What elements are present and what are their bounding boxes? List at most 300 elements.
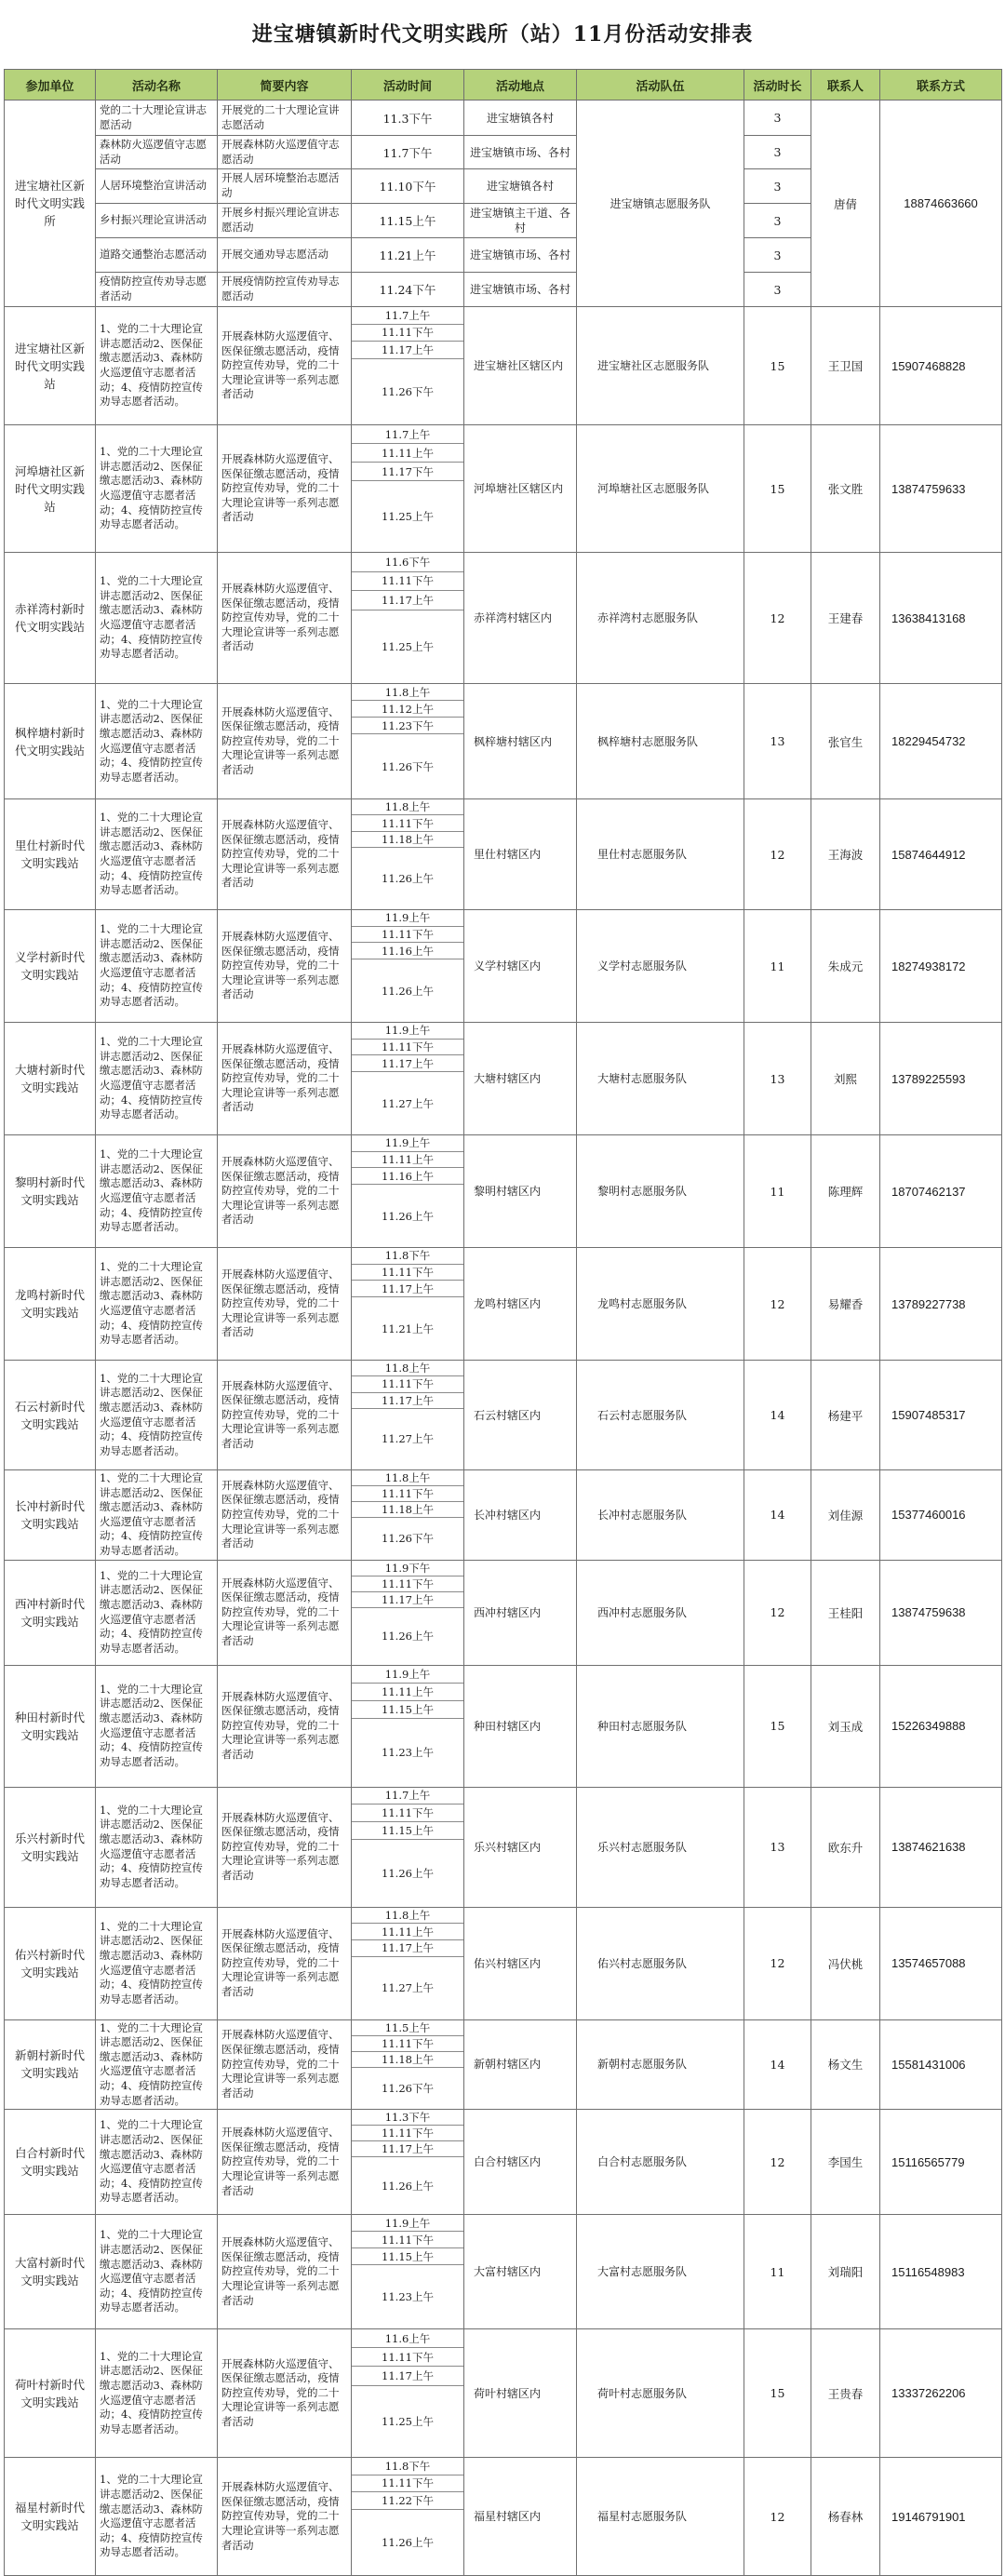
activity-location-cell: 河埠塘社区辖区内 [464, 425, 577, 553]
activity-location-cell: 福星村辖区内 [464, 2458, 577, 2576]
activity-location-cell: 荷叶村辖区内 [464, 2329, 577, 2458]
time-slot: 11.8上午 [352, 1361, 463, 1376]
page-title: 进宝塘镇新时代文明实践所（站）11月份活动安排表 [251, 22, 754, 47]
time-slot: 11.25上午 [382, 2414, 434, 2428]
time-slot: 11.11下午 [352, 2232, 463, 2248]
phone-cell: 18874663660 [880, 101, 1002, 307]
activity-content-cell: 开展乡村振兴理论宣讲志愿活动 [218, 204, 352, 238]
header-cell: 活动时间 [352, 70, 464, 101]
activity-name-cell: 1、党的二十大理论宣讲志愿活动2、医保征缴志愿活动3、森林防火巡逻值守志愿者活动；4、疫情防控宣传劝导志愿者活动。 [96, 684, 218, 799]
activity-time-cell [352, 553, 464, 684]
unit-cell: 河埠塘社区新时代文明实践站 [5, 425, 96, 553]
activity-content-cell: 开展森林防火巡逻值守、医保征缴志愿活动，疫情防控宣传劝导，党的二十大理论宣讲等一系列志愿者活动 [218, 2019, 352, 2110]
time-slot: 11.11上午 [352, 444, 463, 463]
activity-time-cell: 11.10下午 [352, 169, 464, 204]
activity-time-cell [352, 1907, 464, 2019]
activity-name-cell: 1、党的二十大理论宣讲志愿活动2、医保征缴志愿活动3、森林防火巡逻值守志愿者活动；4、疫情防控宣传劝导志愿者活动。 [96, 1470, 218, 1561]
activity-team-cell: 枫梓塘村志愿服务队 [577, 684, 744, 799]
duration-cell: 15 [744, 307, 811, 425]
time-slot: 11.8上午 [352, 684, 463, 701]
table-row [5, 425, 1002, 553]
time-slot: 11.17上午 [352, 1592, 463, 1608]
time-slot: 11.17上午 [352, 342, 463, 359]
duration-cell: 14 [744, 1470, 811, 1561]
phone-cell: 18229454732 [880, 684, 1002, 799]
contact-person-cell: 唐倩 [811, 101, 880, 307]
contact-person-cell: 张官生 [811, 684, 880, 799]
table-row [5, 1470, 1002, 1561]
duration-cell: 13 [744, 1023, 811, 1135]
activity-content-cell: 开展森林防火巡逻值守、医保征缴志愿活动，疫情防控宣传劝导，党的二十大理论宣讲等一系列志愿者活动 [218, 1907, 352, 2019]
activity-location-cell: 进宝塘镇主干道、各村 [464, 204, 577, 238]
contact-person-cell: 刘瑞阳 [811, 2215, 880, 2329]
time-slot: 11.11下午 [352, 1265, 463, 1281]
time-slot: 11.11下午 [352, 2348, 463, 2367]
activity-name-cell: 1、党的二十大理论宣讲志愿活动2、医保征缴志愿活动3、森林防火巡逻值守志愿者活动；4、疫情防控宣传劝导志愿者活动。 [96, 1907, 218, 2019]
time-slot: 11.26上午 [382, 984, 434, 998]
phone-cell: 15581431006 [880, 2019, 1002, 2110]
activity-team-cell [577, 101, 744, 307]
activity-content-cell: 开展森林防火巡逻值守、医保征缴志愿活动，疫情防控宣传劝导，党的二十大理论宣讲等一系列志愿者活动 [218, 1470, 352, 1561]
header-row [5, 70, 1002, 101]
activity-name-cell: 1、党的二十大理论宣讲志愿活动2、医保征缴志愿活动3、森林防火巡逻值守志愿者活动；4、疫情防控宣传劝导志愿者活动。 [96, 910, 218, 1023]
time-slot: 11.22下午 [352, 2492, 463, 2510]
activity-content-cell: 开展党的二十大理论宣讲志愿活动 [218, 101, 352, 136]
activity-time-cell [352, 2019, 464, 2110]
table-row [5, 684, 1002, 799]
unit-cell: 大富村新时代文明实践站 [5, 2215, 96, 2329]
time-slot: 11.11下午 [352, 2475, 463, 2493]
phone-cell: 13874759633 [880, 425, 1002, 553]
activity-name-cell: 1、党的二十大理论宣讲志愿活动2、医保征缴志愿活动3、森林防火巡逻值守志愿者活动；4、疫情防控宣传劝导志愿者活动。 [96, 2215, 218, 2329]
duration-cell: 12 [744, 2458, 811, 2576]
time-slot: 11.8上午 [352, 1470, 463, 1486]
activity-time-cell: 11.3下午 [352, 101, 464, 136]
phone-cell: 15116548983 [880, 2215, 1002, 2329]
activity-team-cell: 白合村志愿服务队 [577, 2110, 744, 2215]
time-slot: 11.9上午 [352, 1135, 463, 1152]
contact-person-cell: 冯伏桃 [811, 1907, 880, 2019]
duration-cell: 14 [744, 1361, 811, 1470]
unit-cell: 赤祥湾村新时代文明实践站 [5, 553, 96, 684]
time-slot: 11.11下午 [352, 1576, 463, 1592]
activity-content-cell: 开展森林防火巡逻值守、医保征缴志愿活动，疫情防控宣传劝导，党的二十大理论宣讲等一系列志愿者活动 [218, 1023, 352, 1135]
contact-person-cell: 王桂阳 [811, 1560, 880, 1665]
table-row [5, 1787, 1002, 1907]
phone-cell: 15377460016 [880, 1470, 1002, 1561]
unit-cell: 荷叶村新时代文明实践站 [5, 2329, 96, 2458]
activity-time-cell [352, 425, 464, 553]
activity-content-cell: 开展森林防火巡逻值守、医保征缴志愿活动，疫情防控宣传劝导，党的二十大理论宣讲等一系列志愿者活动 [218, 1361, 352, 1470]
duration-cell: 15 [744, 2329, 811, 2458]
time-slot-list [352, 1561, 463, 1665]
time-slot-list [352, 307, 463, 424]
time-slot-list [352, 1908, 463, 2019]
activity-location-cell: 进宝塘社区辖区内 [464, 307, 577, 425]
contact-person-cell: 刘佳源 [811, 1470, 880, 1561]
unit-cell: 石云村新时代文明实践站 [5, 1361, 96, 1470]
unit-cell: 佑兴村新时代文明实践站 [5, 1907, 96, 2019]
time-slot: 11.25上午 [382, 510, 434, 523]
activity-time-cell: 11.21上午 [352, 238, 464, 273]
table-row [5, 2019, 1002, 2110]
header-cell: 简要内容 [218, 70, 352, 101]
activity-content-cell: 开展森林防火巡逻值守、医保征缴志愿活动，疫情防控宣传劝导，党的二十大理论宣讲等一系列志愿者活动 [218, 307, 352, 425]
time-slot: 11.26上午 [382, 1209, 434, 1223]
time-slot: 11.17上午 [352, 1055, 463, 1072]
time-slot: 11.16上午 [352, 943, 463, 959]
time-slot: 11.12上午 [352, 701, 463, 718]
phone-cell: 13574657088 [880, 1907, 1002, 2019]
time-slot: 11.7上午 [352, 1788, 463, 1805]
activity-team-cell: 荷叶村志愿服务队 [577, 2329, 744, 2458]
activity-name-cell: 道路交通整治志愿活动 [96, 238, 218, 273]
activity-team-cell: 新朝村志愿服务队 [577, 2019, 744, 2110]
table-row [5, 1135, 1002, 1248]
time-slot: 11.11上午 [352, 1684, 463, 1701]
duration-cell: 12 [744, 1907, 811, 2019]
unit-cell: 枫梓塘村新时代文明实践站 [5, 684, 96, 799]
activity-team-cell: 乐兴村志愿服务队 [577, 1787, 744, 1907]
time-slot: 11.18上午 [352, 1502, 463, 1518]
unit-cell: 白合村新时代文明实践站 [5, 2110, 96, 2215]
time-slot: 11.17上午 [352, 591, 463, 610]
time-slot: 11.17上午 [352, 2141, 463, 2157]
time-slot: 11.15上午 [352, 1822, 463, 1840]
time-slot: 11.18上午 [352, 2052, 463, 2068]
contact-person-cell: 刘玉成 [811, 1665, 880, 1787]
phone-cell: 19146791901 [880, 2458, 1002, 2576]
time-slot: 11.3下午 [352, 2110, 463, 2126]
activity-team-cell: 大塘村志愿服务队 [577, 1023, 744, 1135]
duration-cell: 3 [744, 136, 811, 169]
unit-cell: 进宝塘社区新时代文明实践站 [5, 307, 96, 425]
time-slot: 11.5上午 [352, 2020, 463, 2036]
table-row [5, 910, 1002, 1023]
activity-content-cell: 开展森林防火巡逻值守、医保征缴志愿活动，疫情防控宣传劝导，党的二十大理论宣讲等一系列志愿者活动 [218, 1248, 352, 1361]
activity-content-cell: 开展森林防火巡逻值守、医保征缴志愿活动，疫情防控宣传劝导，党的二十大理论宣讲等一系列志愿者活动 [218, 799, 352, 910]
unit-cell: 长冲村新时代文明实践站 [5, 1470, 96, 1561]
time-slot: 11.27上午 [382, 1981, 434, 1995]
phone-cell: 13874759638 [880, 1560, 1002, 1665]
activity-location-cell: 枫梓塘村辖区内 [464, 684, 577, 799]
activity-team-cell: 里仕村志愿服务队 [577, 799, 744, 910]
duration-cell: 11 [744, 1135, 811, 1248]
time-slot: 11.23上午 [382, 2290, 434, 2304]
time-slot: 11.21上午 [382, 1322, 434, 1335]
time-slot: 11.11下午 [352, 815, 463, 831]
contact-person-cell: 陈理辉 [811, 1135, 880, 1248]
time-slot: 11.26下午 [382, 759, 434, 773]
activity-content-cell: 开展疫情防控宣传劝导志愿活动 [218, 273, 352, 307]
time-slot: 11.8下午 [352, 2458, 463, 2475]
activity-team-cell: 福星村志愿服务队 [577, 2458, 744, 2576]
activity-content-cell: 开展森林防火巡逻值守、医保征缴志愿活动，疫情防控宣传劝导，党的二十大理论宣讲等一系列志愿者活动 [218, 1560, 352, 1665]
activity-time-cell [352, 1361, 464, 1470]
header-cell: 活动名称 [96, 70, 218, 101]
activity-content-cell: 开展森林防火巡逻值守志愿活动 [218, 136, 352, 169]
header-cell: 活动地点 [464, 70, 577, 101]
time-slot: 11.15上午 [352, 1701, 463, 1719]
activity-team-label: 进宝塘镇志愿服务队 [610, 196, 711, 210]
activity-name-cell: 1、党的二十大理论宣讲志愿活动2、医保征缴志愿活动3、森林防火巡逻值守志愿者活动；4、疫情防控宣传劝导志愿者活动。 [96, 1560, 218, 1665]
time-slot: 11.26上午 [382, 1630, 434, 1644]
contact-person-cell: 王建春 [811, 553, 880, 684]
time-slot: 11.11下午 [352, 1376, 463, 1392]
time-slot: 11.23上午 [382, 1746, 434, 1760]
duration-cell: 13 [744, 1787, 811, 1907]
header-cell: 活动时长 [744, 70, 811, 101]
table-row [5, 101, 1002, 136]
contact-person-cell: 王卫国 [811, 307, 880, 425]
contact-person-cell: 张文胜 [811, 425, 880, 553]
activity-location-cell: 进宝塘镇市场、各村 [464, 136, 577, 169]
activity-name-cell: 1、党的二十大理论宣讲志愿活动2、医保征缴志愿活动3、森林防火巡逻值守志愿者活动；4、疫情防控宣传劝导志愿者活动。 [96, 2110, 218, 2215]
activity-name-cell: 1、党的二十大理论宣讲志愿活动2、医保征缴志愿活动3、森林防火巡逻值守志愿者活动；4、疫情防控宣传劝导志愿者活动。 [96, 425, 218, 553]
activity-location-cell: 进宝塘镇各村 [464, 101, 577, 136]
duration-cell: 3 [744, 273, 811, 307]
activity-name-cell: 疫情防控宣传劝导志愿者活动 [96, 273, 218, 307]
activity-team-cell: 佑兴村志愿服务队 [577, 1907, 744, 2019]
activity-location-cell: 进宝塘镇市场、各村 [464, 238, 577, 273]
time-slot: 11.8下午 [352, 1248, 463, 1265]
activity-team-cell: 西冲村志愿服务队 [577, 1560, 744, 1665]
phone-cell: 18707462137 [880, 1135, 1002, 1248]
time-slot: 11.11下午 [352, 1040, 463, 1056]
activity-name-cell: 1、党的二十大理论宣讲志愿活动2、医保征缴志愿活动3、森林防火巡逻值守志愿者活动；4、疫情防控宣传劝导志愿者活动。 [96, 1023, 218, 1135]
activity-content-cell: 开展森林防火巡逻值守、医保征缴志愿活动，疫情防控宣传劝导，党的二十大理论宣讲等一系列志愿者活动 [218, 2110, 352, 2215]
time-slot: 11.15上午 [352, 2248, 463, 2265]
activity-location-cell: 佑兴村辖区内 [464, 1907, 577, 2019]
activity-content-cell: 开展交通劝导志愿活动 [218, 238, 352, 273]
unit-cell: 义学村新时代文明实践站 [5, 910, 96, 1023]
time-slot-list [352, 684, 463, 798]
activity-time-cell: 11.7下午 [352, 136, 464, 169]
time-slot-list [352, 2215, 463, 2328]
activity-team-cell: 赤祥湾村志愿服务队 [577, 553, 744, 684]
header-cell: 活动队伍 [577, 70, 744, 101]
activity-name-cell: 1、党的二十大理论宣讲志愿活动2、医保征缴志愿活动3、森林防火巡逻值守志愿者活动；4、疫情防控宣传劝导志愿者活动。 [96, 2458, 218, 2576]
time-slot: 11.11上午 [352, 1924, 463, 1940]
time-slot: 11.8上午 [352, 1908, 463, 1925]
activity-name-cell: 1、党的二十大理论宣讲志愿活动2、医保征缴志愿活动3、森林防火巡逻值守志愿者活动；4、疫情防控宣传劝导志愿者活动。 [96, 1665, 218, 1787]
phone-cell: 13789225593 [880, 1023, 1002, 1135]
time-slot: 11.9下午 [352, 1561, 463, 1576]
contact-person-cell: 王贵春 [811, 2329, 880, 2458]
phone-cell: 13789227738 [880, 1248, 1002, 1361]
activity-content-cell: 开展森林防火巡逻值守、医保征缴志愿活动，疫情防控宣传劝导，党的二十大理论宣讲等一系列志愿者活动 [218, 1665, 352, 1787]
time-slot: 11.17上午 [352, 1393, 463, 1409]
time-slot: 11.11上午 [352, 1152, 463, 1169]
activity-name-cell: 乡村振兴理论宣讲活动 [96, 204, 218, 238]
activity-team-cell: 进宝塘社区志愿服务队 [577, 307, 744, 425]
phone-cell: 15874644912 [880, 799, 1002, 910]
time-slot: 11.17下午 [352, 463, 463, 481]
activity-time-cell [352, 2110, 464, 2215]
time-slot: 11.17上午 [352, 1940, 463, 1957]
time-slot-list [352, 425, 463, 552]
schedule-table [4, 69, 1002, 2576]
time-slot-list [352, 1023, 463, 1134]
activity-time-cell [352, 1787, 464, 1907]
activity-name-cell: 1、党的二十大理论宣讲志愿活动2、医保征缴志愿活动3、森林防火巡逻值守志愿者活动；4、疫情防控宣传劝导志愿者活动。 [96, 307, 218, 425]
activity-content-cell: 开展森林防火巡逻值守、医保征缴志愿活动，疫情防控宣传劝导，党的二十大理论宣讲等一系列志愿者活动 [218, 2329, 352, 2458]
time-slot: 11.11下午 [352, 572, 463, 592]
contact-person-cell: 刘熙 [811, 1023, 880, 1135]
time-slot: 11.11下午 [352, 1805, 463, 1822]
activity-time-cell [352, 1665, 464, 1787]
table-row [5, 799, 1002, 910]
activity-name-cell: 1、党的二十大理论宣讲志愿活动2、医保征缴志愿活动3、森林防火巡逻值守志愿者活动；4、疫情防控宣传劝导志愿者活动。 [96, 1361, 218, 1470]
activity-name-cell: 1、党的二十大理论宣讲志愿活动2、医保征缴志愿活动3、森林防火巡逻值守志愿者活动；4、疫情防控宣传劝导志愿者活动。 [96, 2329, 218, 2458]
activity-location-cell: 赤祥湾村辖区内 [464, 553, 577, 684]
time-slot: 11.26上午 [382, 872, 434, 886]
duration-cell: 3 [744, 204, 811, 238]
activity-name-cell: 1、党的二十大理论宣讲志愿活动2、医保征缴志愿活动3、森林防火巡逻值守志愿者活动；4、疫情防控宣传劝导志愿者活动。 [96, 1135, 218, 1248]
unit-cell: 乐兴村新时代文明实践站 [5, 1787, 96, 1907]
unit-cell: 福星村新时代文明实践站 [5, 2458, 96, 2576]
activity-name-cell: 1、党的二十大理论宣讲志愿活动2、医保征缴志愿活动3、森林防火巡逻值守志愿者活动；4、疫情防控宣传劝导志愿者活动。 [96, 1787, 218, 1907]
unit-cell: 种田村新时代文明实践站 [5, 1665, 96, 1787]
activity-team-cell: 长冲村志愿服务队 [577, 1470, 744, 1561]
time-slot: 11.6下午 [352, 553, 463, 572]
contact-person-cell: 李国生 [811, 2110, 880, 2215]
time-slot-list [352, 910, 463, 1022]
duration-cell: 3 [744, 101, 811, 136]
activity-time-cell [352, 1248, 464, 1361]
time-slot: 11.7上午 [352, 425, 463, 444]
activity-location-cell: 进宝塘镇各村 [464, 169, 577, 204]
time-slot: 11.11下午 [352, 1486, 463, 1502]
activity-time-cell [352, 1560, 464, 1665]
time-slot-list [352, 2329, 463, 2457]
duration-cell: 15 [744, 1665, 811, 1787]
activity-content-cell: 开展森林防火巡逻值守、医保征缴志愿活动，疫情防控宣传劝导，党的二十大理论宣讲等一系列志愿者活动 [218, 1787, 352, 1907]
time-slot: 11.16上午 [352, 1168, 463, 1185]
time-slot: 11.26下午 [382, 1532, 434, 1546]
activity-team-cell: 种田村志愿服务队 [577, 1665, 744, 1787]
phone-cell: 15226349888 [880, 1665, 1002, 1787]
time-slot-list [352, 1666, 463, 1787]
time-slot: 11.18上午 [352, 832, 463, 848]
activity-content-cell: 开展森林防火巡逻值守、医保征缴志愿活动，疫情防控宣传劝导，党的二十大理论宣讲等一系列志愿者活动 [218, 910, 352, 1023]
header-cell: 联系方式 [880, 70, 1002, 101]
phone-cell: 13337262206 [880, 2329, 1002, 2458]
activity-location-cell: 龙鸣村辖区内 [464, 1248, 577, 1361]
activity-location-cell: 石云村辖区内 [464, 1361, 577, 1470]
contact-person-cell: 朱成元 [811, 910, 880, 1023]
unit-cell: 西冲村新时代文明实践站 [5, 1560, 96, 1665]
duration-cell: 11 [744, 910, 811, 1023]
time-slot: 11.17上午 [352, 2367, 463, 2385]
table-row [5, 2458, 1002, 2576]
activity-name-cell: 1、党的二十大理论宣讲志愿活动2、医保征缴志愿活动3、森林防火巡逻值守志愿者活动；4、疫情防控宣传劝导志愿者活动。 [96, 1248, 218, 1361]
table-row [5, 307, 1002, 425]
activity-content-cell: 开展森林防火巡逻值守、医保征缴志愿活动，疫情防控宣传劝导，党的二十大理论宣讲等一系列志愿者活动 [218, 684, 352, 799]
activity-location-cell: 西冲村辖区内 [464, 1560, 577, 1665]
phone-cell: 15116565779 [880, 2110, 1002, 2215]
time-slot: 11.9上午 [352, 1023, 463, 1040]
time-slot: 11.23下午 [352, 718, 463, 734]
activity-location-cell: 黎明村辖区内 [464, 1135, 577, 1248]
activity-team-cell: 大富村志愿服务队 [577, 2215, 744, 2329]
time-slot-list [352, 2020, 463, 2110]
activity-time-cell [352, 2458, 464, 2576]
time-slot: 11.26上午 [382, 2179, 434, 2193]
activity-team-cell: 黎明村志愿服务队 [577, 1135, 744, 1248]
contact-person-cell: 杨春林 [811, 2458, 880, 2576]
activity-content-cell: 开展人居环境整治志愿活动 [218, 169, 352, 204]
activity-time-cell [352, 1023, 464, 1135]
activity-content-cell: 开展森林防火巡逻值守、医保征缴志愿活动，疫情防控宣传劝导，党的二十大理论宣讲等一系列志愿者活动 [218, 553, 352, 684]
time-slot-list [352, 2458, 463, 2575]
activity-time-cell [352, 1135, 464, 1248]
contact-person-cell: 王海波 [811, 799, 880, 910]
time-slot: 11.27上午 [382, 1432, 434, 1446]
activity-location-cell: 新朝村辖区内 [464, 2019, 577, 2110]
time-slot: 11.26上午 [382, 1866, 434, 1880]
unit-cell: 进宝塘社区新时代文明实践所 [5, 101, 96, 307]
table-row [5, 1560, 1002, 1665]
time-slot: 11.9上午 [352, 1666, 463, 1684]
activity-location-cell: 长冲村辖区内 [464, 1470, 577, 1561]
table-row [5, 2215, 1002, 2329]
time-slot: 11.26下午 [382, 384, 434, 398]
table-row [5, 2110, 1002, 2215]
contact-person-cell: 杨建平 [811, 1361, 880, 1470]
activity-team-cell: 义学村志愿服务队 [577, 910, 744, 1023]
time-slot: 11.11下午 [352, 2036, 463, 2052]
activity-name-cell: 人居环境整治宣讲活动 [96, 169, 218, 204]
table-row [5, 1248, 1002, 1361]
time-slot-list [352, 553, 463, 683]
activity-location-cell: 白合村辖区内 [464, 2110, 577, 2215]
time-slot: 11.17上午 [352, 1281, 463, 1297]
time-slot-list [352, 1248, 463, 1360]
time-slot-list [352, 1361, 463, 1469]
activity-time-cell [352, 2329, 464, 2458]
duration-cell: 14 [744, 2019, 811, 2110]
time-slot: 11.11下午 [352, 2126, 463, 2141]
table-row [5, 1023, 1002, 1135]
activity-name-cell: 森林防火巡逻值守志愿活动 [96, 136, 218, 169]
time-slot: 11.25上午 [382, 639, 434, 653]
table-row [5, 1907, 1002, 2019]
time-slot: 11.6上午 [352, 2329, 463, 2348]
phone-cell: 18274938172 [880, 910, 1002, 1023]
activity-time-cell: 11.15上午 [352, 204, 464, 238]
duration-cell: 11 [744, 2215, 811, 2329]
time-slot: 11.8上午 [352, 799, 463, 815]
activity-name-cell: 1、党的二十大理论宣讲志愿活动2、医保征缴志愿活动3、森林防火巡逻值守志愿者活动；4、疫情防控宣传劝导志愿者活动。 [96, 553, 218, 684]
duration-cell: 15 [744, 425, 811, 553]
time-slot: 11.9上午 [352, 910, 463, 927]
activity-time-cell [352, 799, 464, 910]
time-slot: 11.11下午 [352, 325, 463, 342]
activity-name-cell: 1、党的二十大理论宣讲志愿活动2、医保征缴志愿活动3、森林防火巡逻值守志愿者活动；4、疫情防控宣传劝导志愿者活动。 [96, 2019, 218, 2110]
table-row [5, 553, 1002, 684]
activity-content-cell: 开展森林防火巡逻值守、医保征缴志愿活动，疫情防控宣传劝导，党的二十大理论宣讲等一系列志愿者活动 [218, 2458, 352, 2576]
unit-cell: 黎明村新时代文明实践站 [5, 1135, 96, 1248]
time-slot-list [352, 2110, 463, 2214]
activity-content-cell: 开展森林防火巡逻值守、医保征缴志愿活动，疫情防控宣传劝导，党的二十大理论宣讲等一系列志愿者活动 [218, 1135, 352, 1248]
activity-location-cell: 大塘村辖区内 [464, 1023, 577, 1135]
duration-cell: 12 [744, 1248, 811, 1361]
activity-name-cell: 党的二十大理论宣讲志愿活动 [96, 101, 218, 136]
time-slot: 11.9上午 [352, 2215, 463, 2232]
table-row [5, 1361, 1002, 1470]
activity-team-cell: 石云村志愿服务队 [577, 1361, 744, 1470]
